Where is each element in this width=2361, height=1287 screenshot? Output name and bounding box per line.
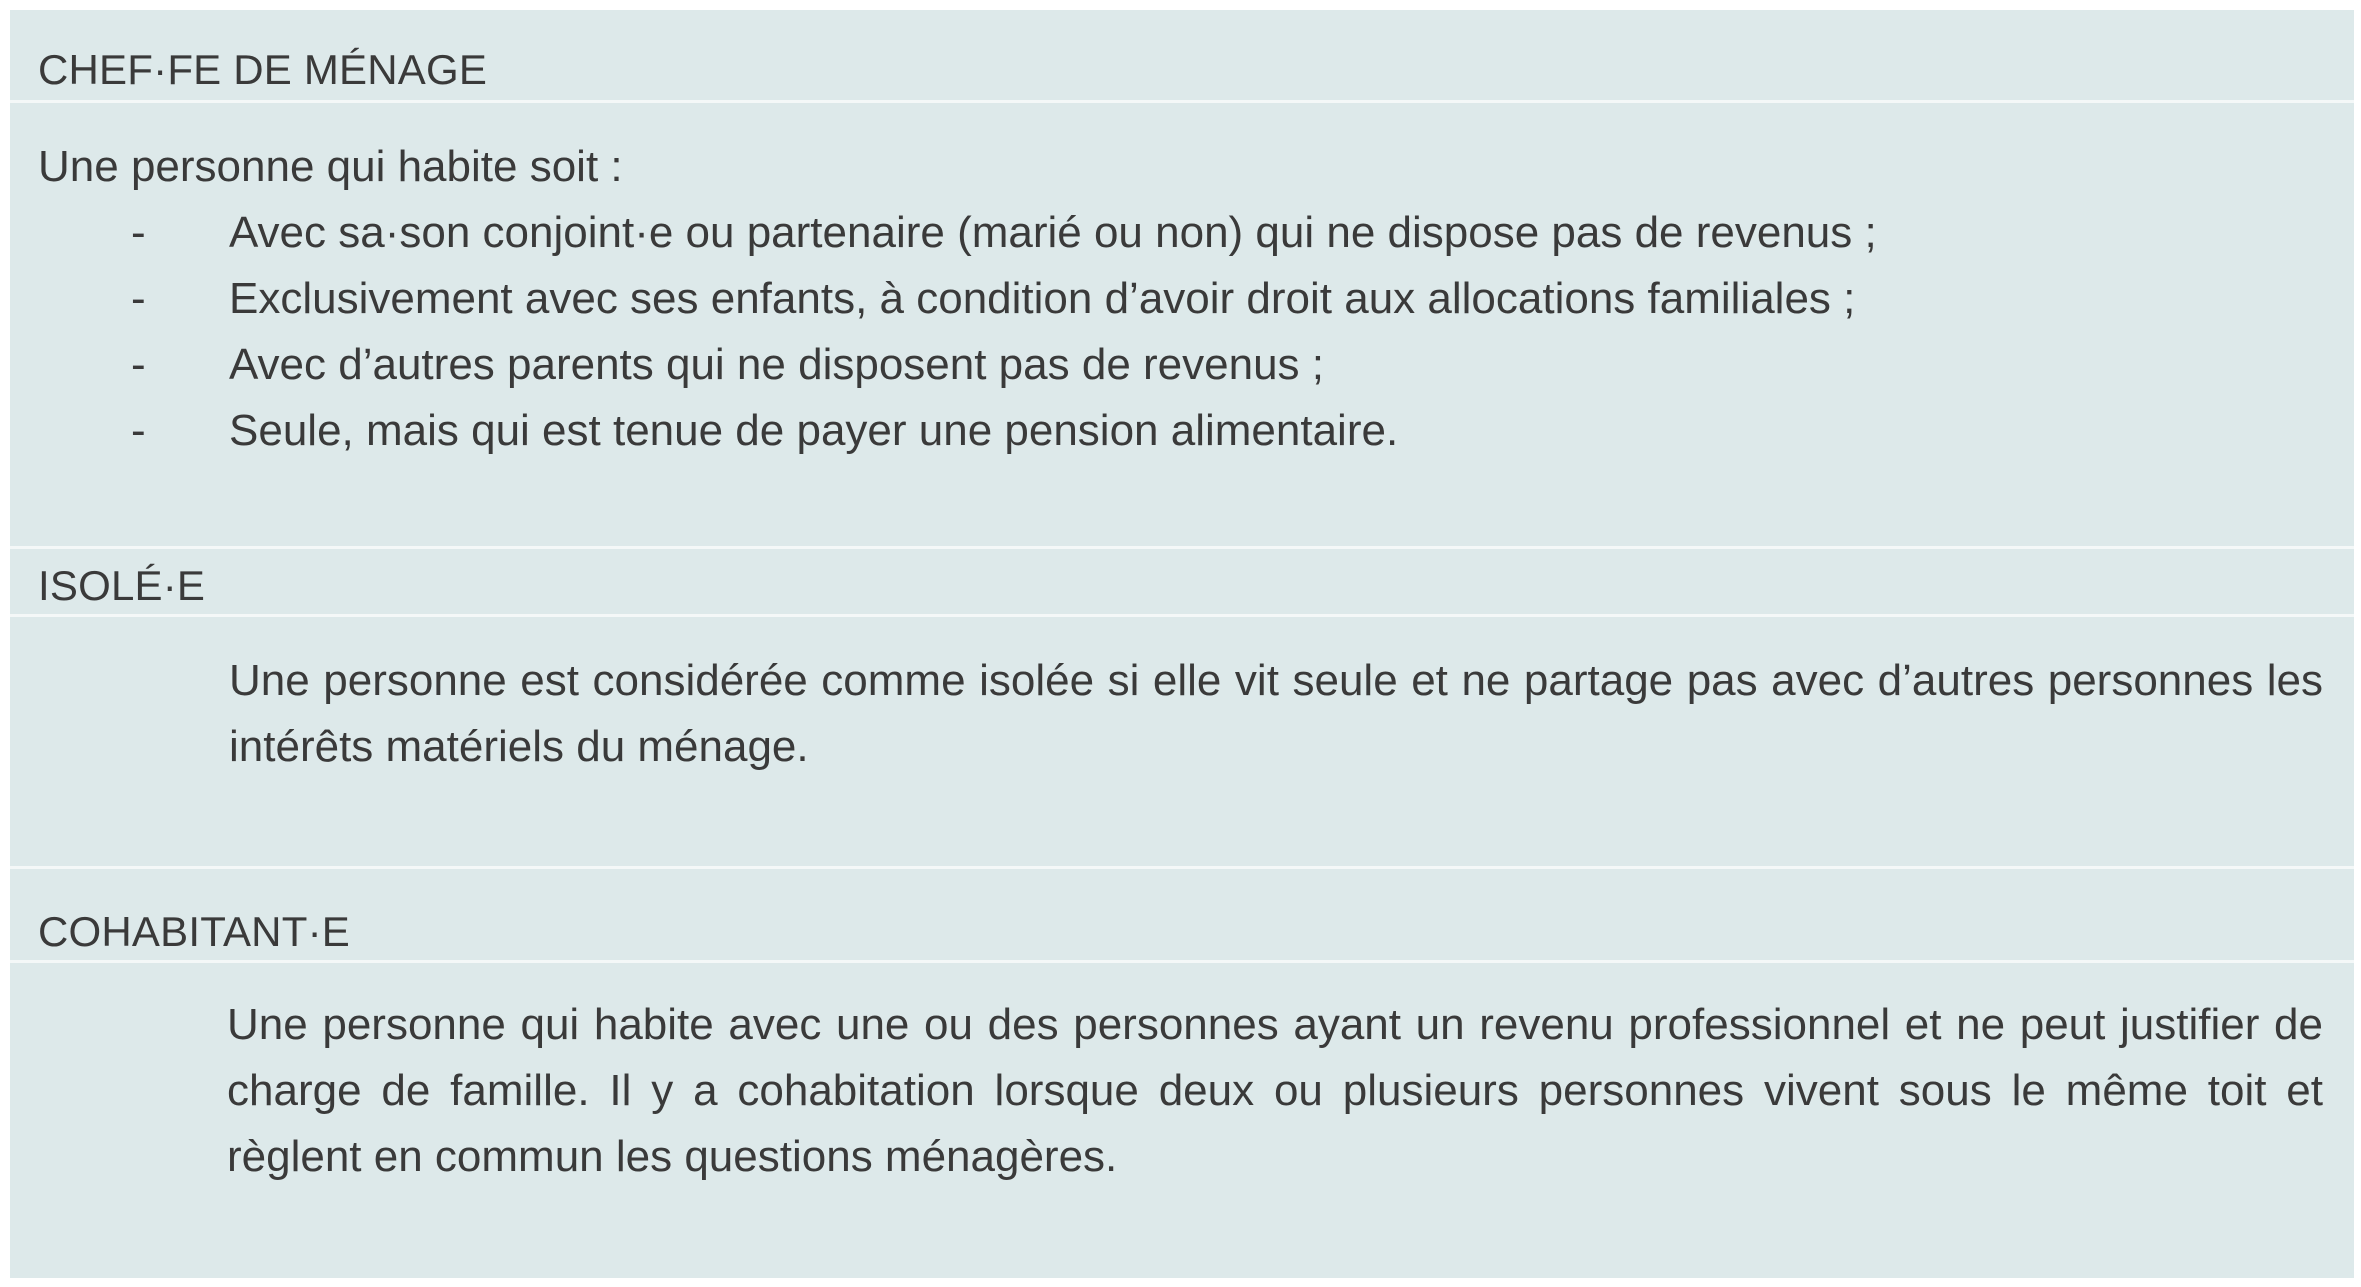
cohabitant-definition-text: Une personne qui habite avec une ou des personnes ayant un revenu professionnel et ne peut justifier de charge de famille. Il y a cohabitation lorsque deux ou plusieurs personnes vivent sous le même toit et règlent en commun les questions ménagères. <box>227 1000 2323 1181</box>
list-bullet: - <box>131 406 146 455</box>
list-item-text: Seule, mais qui est tenue de payer une pension alimentaire. <box>229 406 1399 455</box>
row-divider <box>10 614 2354 617</box>
row-divider <box>10 866 2354 869</box>
row-divider <box>10 100 2354 103</box>
isole-definition <box>229 648 2323 780</box>
heading-chef-de-menage: CHEF·FE DE MÉNAGE <box>38 46 488 93</box>
list-bullet: - <box>131 274 146 323</box>
intro-text: Une personne qui habite soit : <box>38 142 623 191</box>
list-bullet: - <box>131 340 146 389</box>
cohabitant-definition <box>227 992 2323 1190</box>
heading-cohabitant: COHABITANT·E <box>38 908 350 955</box>
isole-definition-text: Une personne est considérée comme isolée si elle vit seule et ne partage pas avec d’autres personnes les intérêts matériels du ménage. <box>229 656 2323 771</box>
row-divider <box>10 546 2354 549</box>
list-item-text: Avec sa·son conjoint·e ou partenaire (marié ou non) qui ne dispose pas de revenus ; <box>229 208 1877 257</box>
list-item-text: Avec d’autres parents qui ne disposent pas de revenus ; <box>229 340 1324 389</box>
list-item-text: Exclusivement avec ses enfants, à condition d’avoir droit aux allocations familiales ; <box>229 274 1856 323</box>
heading-isole: ISOLÉ·E <box>38 562 206 609</box>
row-divider <box>10 960 2354 963</box>
list-bullet: - <box>131 208 146 257</box>
